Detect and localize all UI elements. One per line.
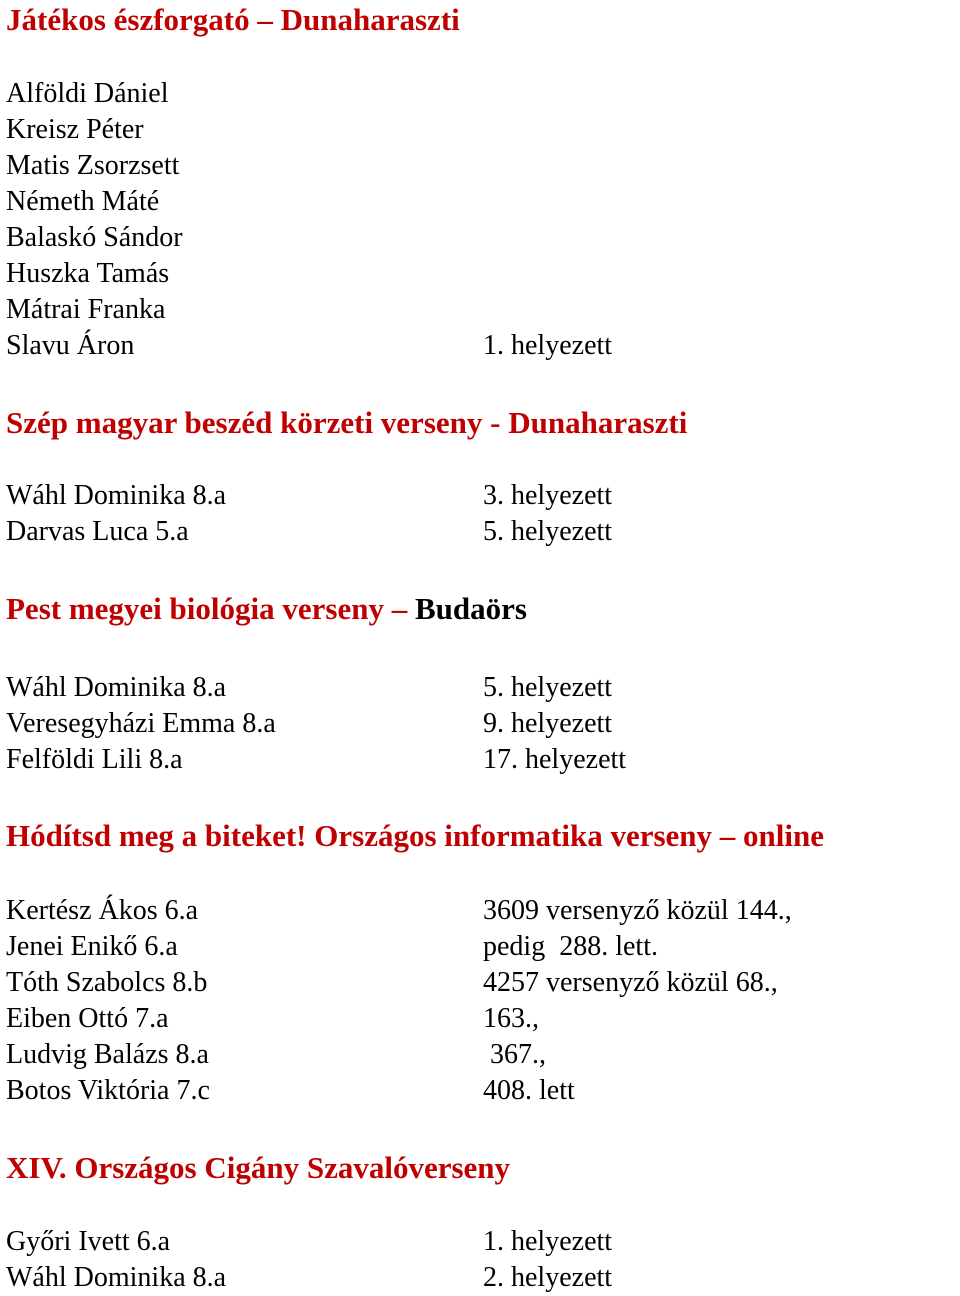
- list-item: [6, 1037, 956, 1073]
- participant-name: Felföldi Lili 8.a: [6, 744, 183, 775]
- participant-result: 408. lett: [483, 1075, 575, 1106]
- list-item: [6, 1260, 956, 1296]
- list-item: [6, 292, 956, 328]
- participant-name: Németh Máté: [6, 186, 160, 217]
- participant-result: 1. helyezett: [483, 1226, 613, 1257]
- list-item: [6, 112, 956, 148]
- participant-result: 17. helyezett: [483, 744, 627, 775]
- participant-name: Huszka Tamás: [6, 258, 170, 289]
- participant-name: Wáhl Dominika 8.a: [6, 480, 227, 511]
- participant-name: Veresegyházi Emma 8.a: [6, 708, 276, 739]
- list-item: [6, 76, 956, 112]
- participant-result: 1. helyezett: [483, 330, 613, 361]
- participant-name: Botos Viktória 7.c: [6, 1075, 210, 1106]
- participant-result: 5. helyezett: [483, 672, 613, 703]
- participant-name: Balaskó Sándor: [6, 222, 183, 253]
- participant-name: Slavu Áron: [6, 330, 135, 361]
- list-item: [6, 148, 956, 184]
- list-item: [6, 742, 956, 778]
- list-item: [6, 670, 956, 706]
- participant-name: Tóth Szabolcs 8.b: [6, 967, 208, 998]
- section-title: Játékos észforgató – Dunaharaszti: [6, 2, 460, 37]
- participant-name: Kreisz Péter: [6, 114, 144, 145]
- participant-result: 163.,: [483, 1003, 539, 1034]
- participant-result: pedig 288. lett.: [483, 931, 658, 962]
- list-item: [6, 514, 956, 550]
- participant-name: Matis Zsorzsett: [6, 150, 180, 181]
- list-item: [6, 706, 956, 742]
- list-item: [6, 929, 956, 965]
- list-item: [6, 256, 956, 292]
- participant-result: 3. helyezett: [483, 480, 613, 511]
- section-title: Szép magyar beszéd körzeti verseny - Dunaharaszti: [6, 405, 688, 440]
- section-title-suffix: Budaörs: [414, 591, 527, 626]
- participant-result: 2. helyezett: [483, 1262, 613, 1293]
- list-item: [6, 478, 956, 514]
- section-title: XIV. Országos Cigány Szavalóverseny: [6, 1150, 511, 1185]
- participant-name: Alföldi Dániel: [6, 78, 169, 109]
- participant-result: 3609 versenyző közül 144.,: [483, 895, 792, 926]
- list-item: [6, 965, 956, 1001]
- participant-name: Jenei Enikő 6.a: [6, 931, 178, 962]
- section-title: Hódítsd meg a biteket! Országos informatika verseny – online: [6, 818, 825, 853]
- participant-name: Győri Ivett 6.a: [6, 1226, 171, 1257]
- participant-name: Wáhl Dominika 8.a: [6, 672, 227, 703]
- participant-name: Mátrai Franka: [6, 294, 166, 325]
- list-item: [6, 328, 956, 364]
- list-item: [6, 220, 956, 256]
- participant-result: 367.,: [483, 1039, 546, 1070]
- section-title: [6, 591, 527, 627]
- section-title-main: Pest megyei biológia verseny –: [6, 591, 408, 626]
- list-item: [6, 1224, 956, 1260]
- participant-result: 4257 versenyző közül 68.,: [483, 967, 778, 998]
- participant-result: 5. helyezett: [483, 516, 613, 547]
- list-item: [6, 893, 956, 929]
- participant-name: Eiben Ottó 7.a: [6, 1003, 169, 1034]
- participant-name: Darvas Luca 5.a: [6, 516, 189, 547]
- participant-result: 9. helyezett: [483, 708, 613, 739]
- list-item: [6, 1001, 956, 1037]
- list-item: [6, 1073, 956, 1109]
- participant-name: Wáhl Dominika 8.a: [6, 1262, 227, 1293]
- participant-name: Ludvig Balázs 8.a: [6, 1039, 209, 1070]
- participant-name: Kertész Ákos 6.a: [6, 895, 199, 926]
- list-item: [6, 184, 956, 220]
